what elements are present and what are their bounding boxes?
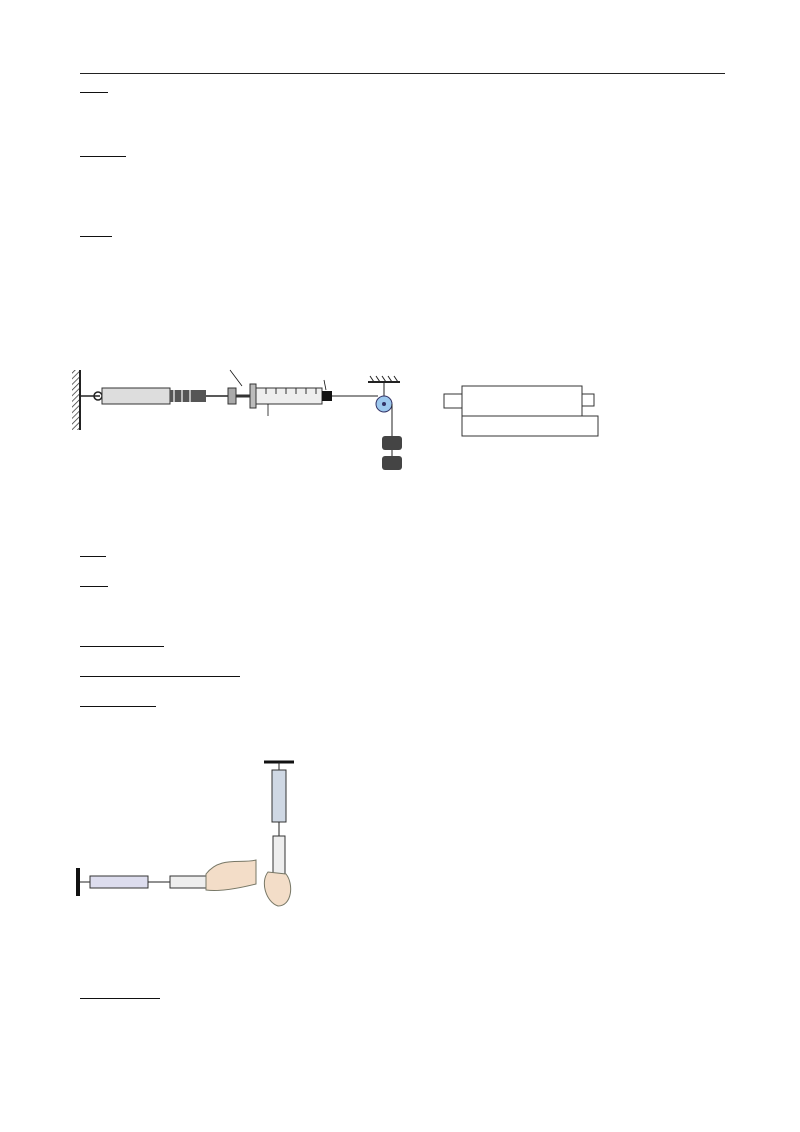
ruler — [462, 416, 598, 436]
answer-blank[interactable] — [80, 692, 156, 707]
figure-16-jia — [76, 860, 256, 896]
q14-line-3 — [80, 142, 725, 163]
figure-16 — [70, 756, 400, 916]
q15-p1-line-3 — [80, 572, 725, 593]
q15-p2-line-2 — [80, 632, 725, 653]
header-rule — [80, 73, 725, 74]
hand — [264, 872, 290, 906]
q15-p2-line-3 — [80, 662, 725, 683]
rubber-cap — [322, 391, 332, 401]
spring-scale — [80, 388, 206, 404]
wall — [72, 370, 80, 430]
syringe-barrel — [462, 386, 582, 416]
answer-blank[interactable] — [80, 142, 126, 157]
answer-blank[interactable] — [164, 662, 240, 677]
q15-p1-line-2 — [80, 542, 725, 563]
q15-p2-line-4 — [80, 692, 725, 713]
figure-15-jia — [70, 352, 430, 492]
hand — [206, 860, 256, 891]
answer-blank[interactable] — [80, 78, 108, 93]
q16-p1 — [80, 984, 725, 1005]
hook-weights — [382, 436, 402, 470]
answer-blank[interactable] — [80, 632, 164, 647]
syringe-plunger — [444, 394, 462, 408]
answer-blank[interactable] — [80, 222, 112, 237]
figure-15-yi — [440, 380, 610, 450]
syringe — [228, 384, 332, 408]
q14-line-1 — [80, 78, 725, 99]
answer-blank[interactable] — [80, 542, 106, 557]
answer-blank[interactable] — [80, 662, 164, 677]
answer-blank[interactable] — [80, 984, 160, 999]
figure-16-yi — [264, 762, 294, 906]
q14-line-5 — [80, 222, 725, 249]
answer-blank[interactable] — [80, 572, 108, 587]
pulley — [368, 376, 400, 436]
